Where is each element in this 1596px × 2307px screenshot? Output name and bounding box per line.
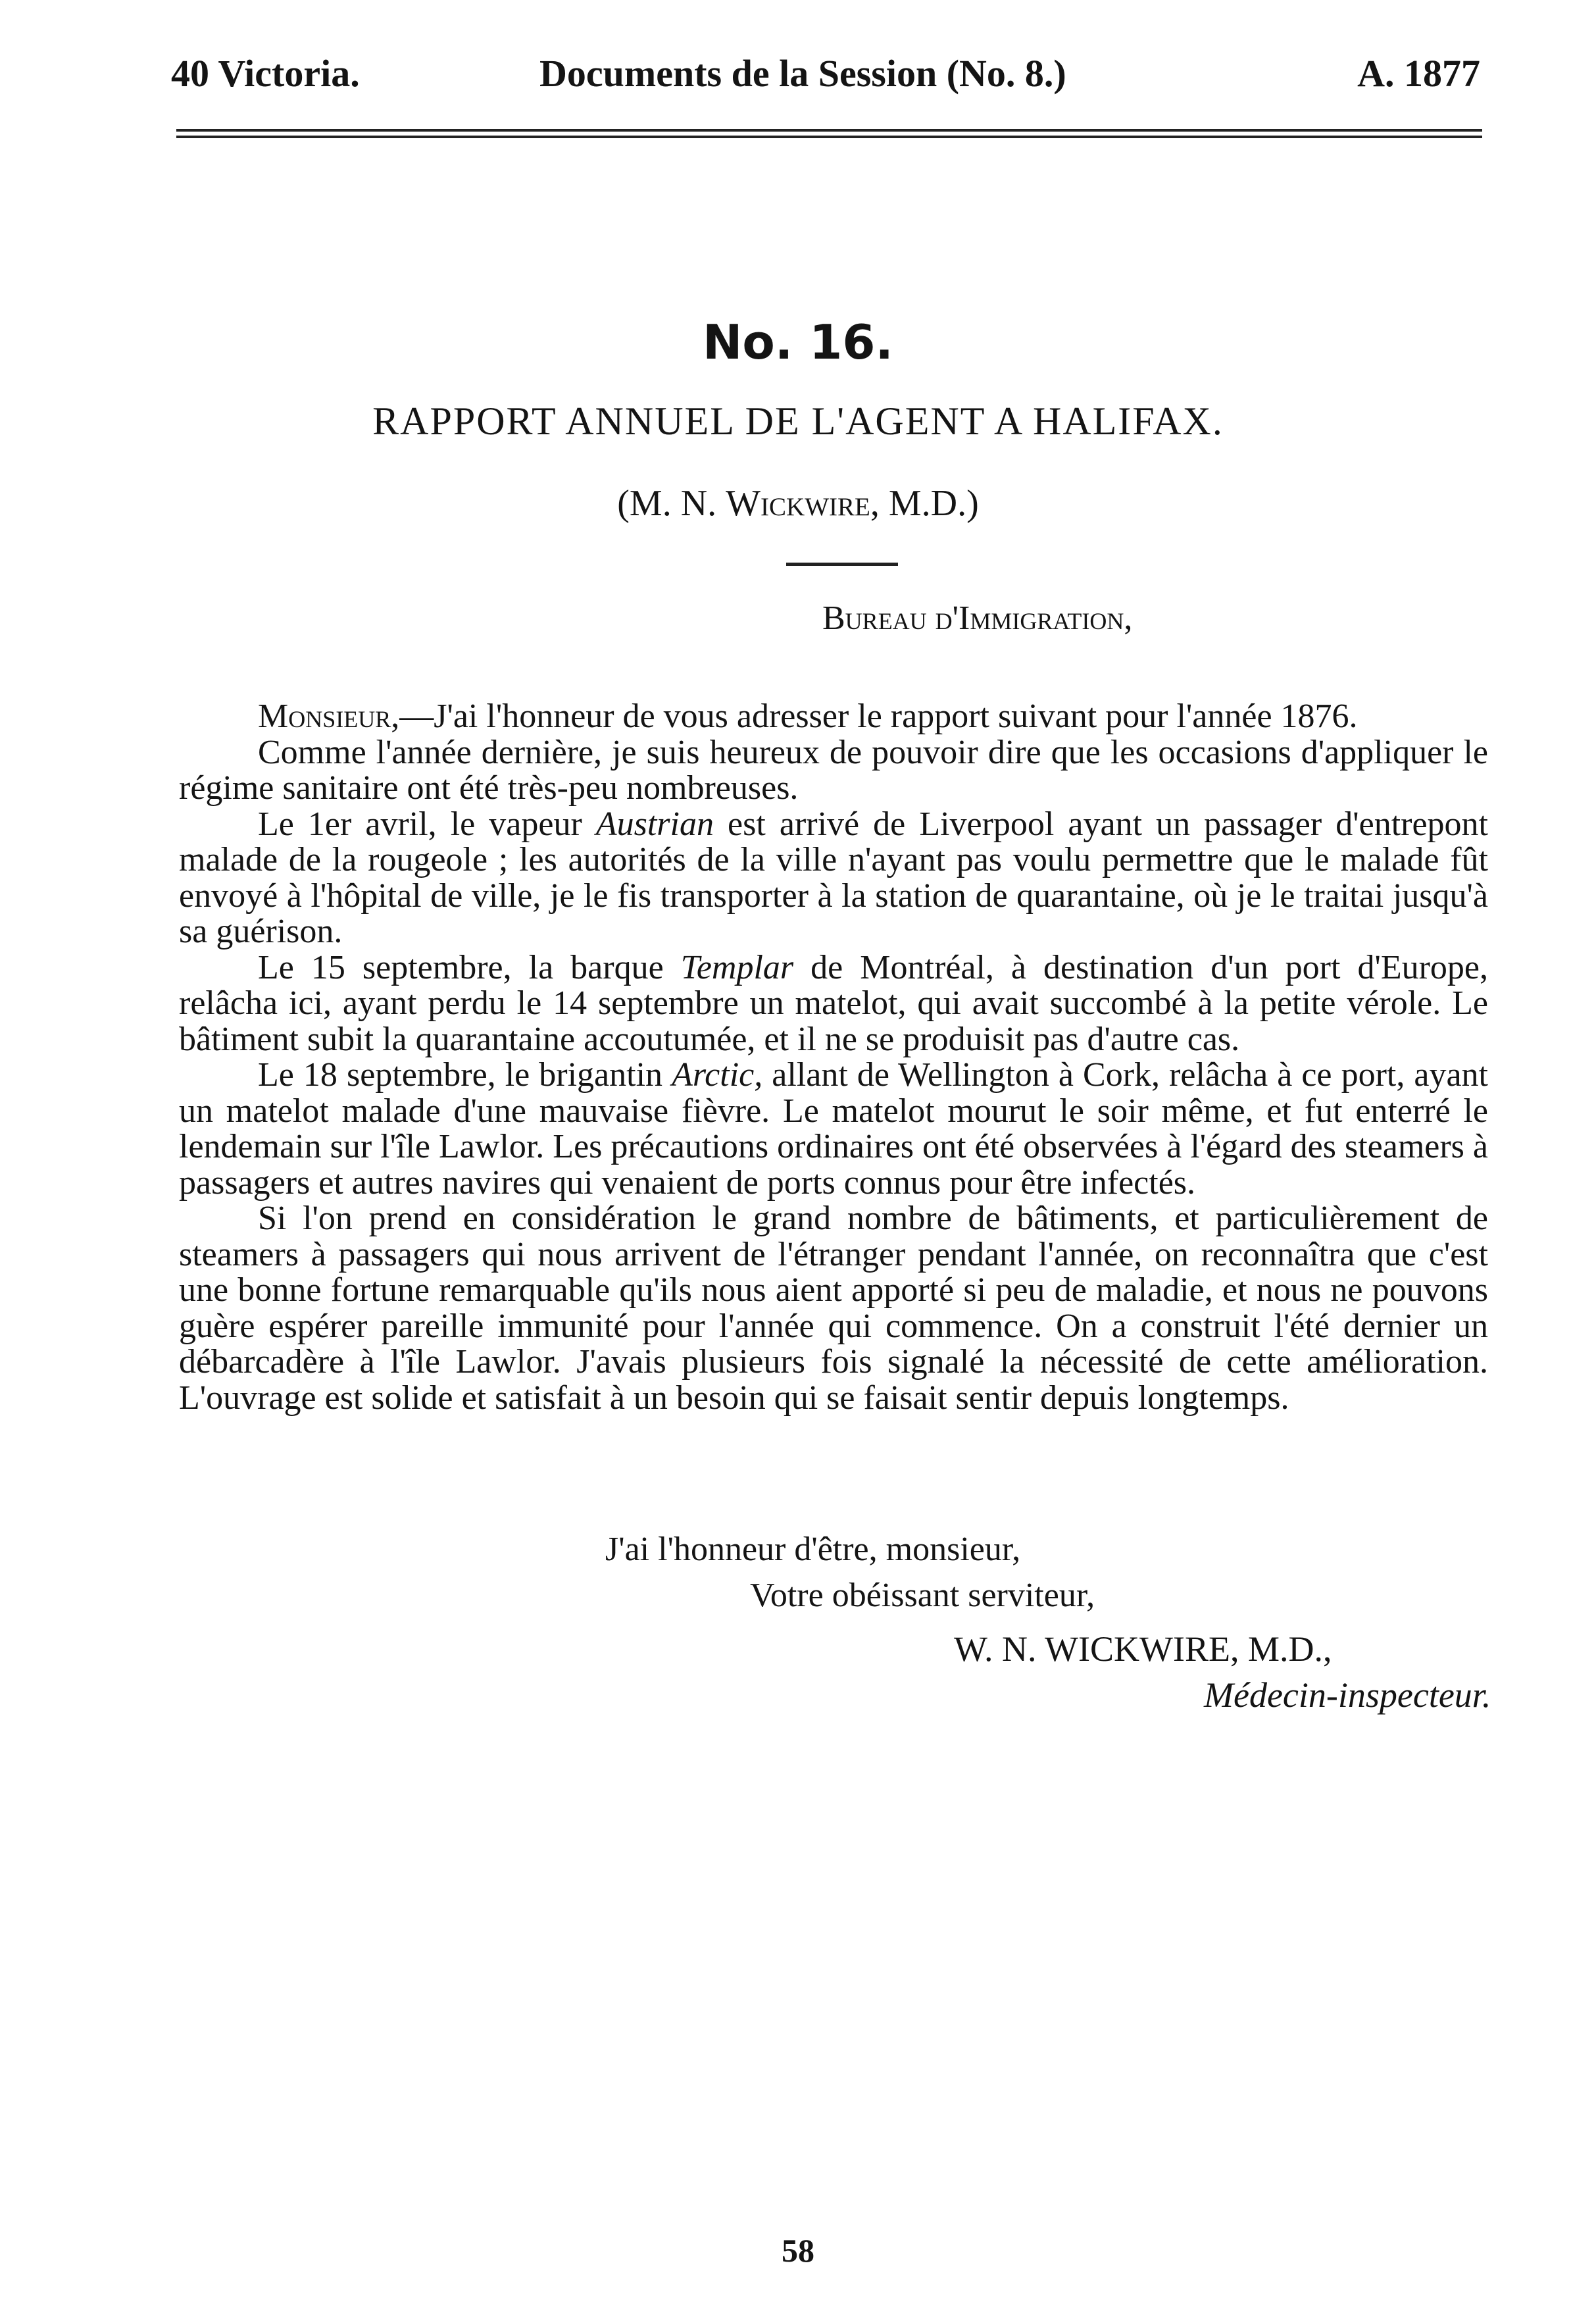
paragraph-text: est arrivé de Liverpool ayant un passager d'entrepont malade de la rougeole ; les autorités de la ville n'ayant pas voulu permettre que le malade fût envoyé à l'hôpital de ville, je le fis transporter à la station de quarantaine, où je le traitai jusqu'à sa guérison. — [179, 805, 1488, 950]
running-head-left: 40 Victoria. — [171, 52, 360, 95]
document-number: No. 16. — [703, 315, 893, 370]
paragraph-text: Le 1er avril, le vapeur — [258, 805, 596, 843]
running-head-right: A. 1877 — [1357, 52, 1480, 95]
ship-name: Arctic, — [672, 1056, 763, 1094]
running-head-center: Documents de la Session (No. 8.) — [539, 52, 1066, 95]
paragraph-text: de Montréal, à destination d'un port d'Europe, relâcha ici, ayant perdu le 14 septembre un matelot, qui avait succombé à la petite vérole. Le bâtiment subit la quarantaine accoutumée, et il ne se produisit pas d'autre cas. — [179, 948, 1488, 1058]
header-rule-line — [176, 129, 1482, 132]
paragraph-text: —J'ai l'honneur de vous adresser le rapport suivant pour l'année 1876. — [399, 697, 1358, 735]
document-title: RAPPORT ANNUEL DE L'AGENT A HALIFAX. — [372, 399, 1224, 443]
author-close: , M.D.) — [870, 483, 979, 524]
author-name: Wickwire — [726, 483, 870, 524]
paragraph — [179, 807, 1488, 950]
letter-body — [179, 699, 1488, 1416]
salutation: Monsieur, — [258, 697, 400, 735]
author-open: (M. N. — [617, 483, 726, 524]
paragraph-text: allant de Wellington à Cork, relâcha à ce port, ayant un matelot malade d'une mauvaise fièvre. Le matelot mourut le soir même, et fut enterré le lendemain sur l'île Lawlor. Les précautions ordinaires ont été observées à l'égard des steamers à passagers et autres navires qui venaient de ports connus pour être infectés. — [179, 1056, 1489, 1202]
signature-name-text: W. N. WICKWIRE, M.D., — [954, 1629, 1332, 1669]
ship-name: Templar — [680, 948, 794, 986]
paragraph-text: Le 15 septembre, la barque — [258, 948, 681, 986]
paragraph — [179, 1057, 1488, 1201]
header-rule-line — [176, 136, 1482, 138]
closing-text: Votre obéissant serviteur, — [750, 1577, 1095, 1614]
section-divider — [786, 563, 898, 566]
paragraph-text: Le 18 septembre, le brigantin — [258, 1056, 672, 1094]
document-author — [0, 477, 1596, 530]
paragraph — [179, 699, 1488, 735]
ship-name: Austrian — [595, 805, 714, 843]
running-head — [171, 47, 1480, 100]
dateline-office-text: Bureau d'Immigration, — [822, 599, 1133, 637]
signature-title-text: Médecin-inspecteur. — [1204, 1675, 1491, 1715]
page-number: 58 — [782, 2232, 814, 2269]
paragraph — [179, 950, 1488, 1058]
closing-text: J'ai l'honneur d'être, monsieur, — [605, 1531, 1021, 1568]
paragraph: Si l'on prend en considération le grand nombre de bâtiments, et particulièrement de steamers à passagers qui nous arrivent de l'étranger pendant l'année, on reconnaîtra que c'est une bonne fortune remarquable qu'ils nous aient apporté si peu de maladie, et nous ne pouvons guère espérer pareille immunité pour l'année qui commence. On a construit l'été dernier un débarcadère à l'île Lawlor. J'avais plusieurs fois signalé la nécessité de cette amélioration. L'ouvrage est solide et satisfait à un besoin qui se faisait sentir depuis longtemps. — [179, 1200, 1488, 1417]
paragraph: Comme l'année dernière, je suis heureux de pouvoir dire que les occasions d'appliquer le régime sanitaire ont été très-peu nombreuses. — [179, 733, 1488, 807]
